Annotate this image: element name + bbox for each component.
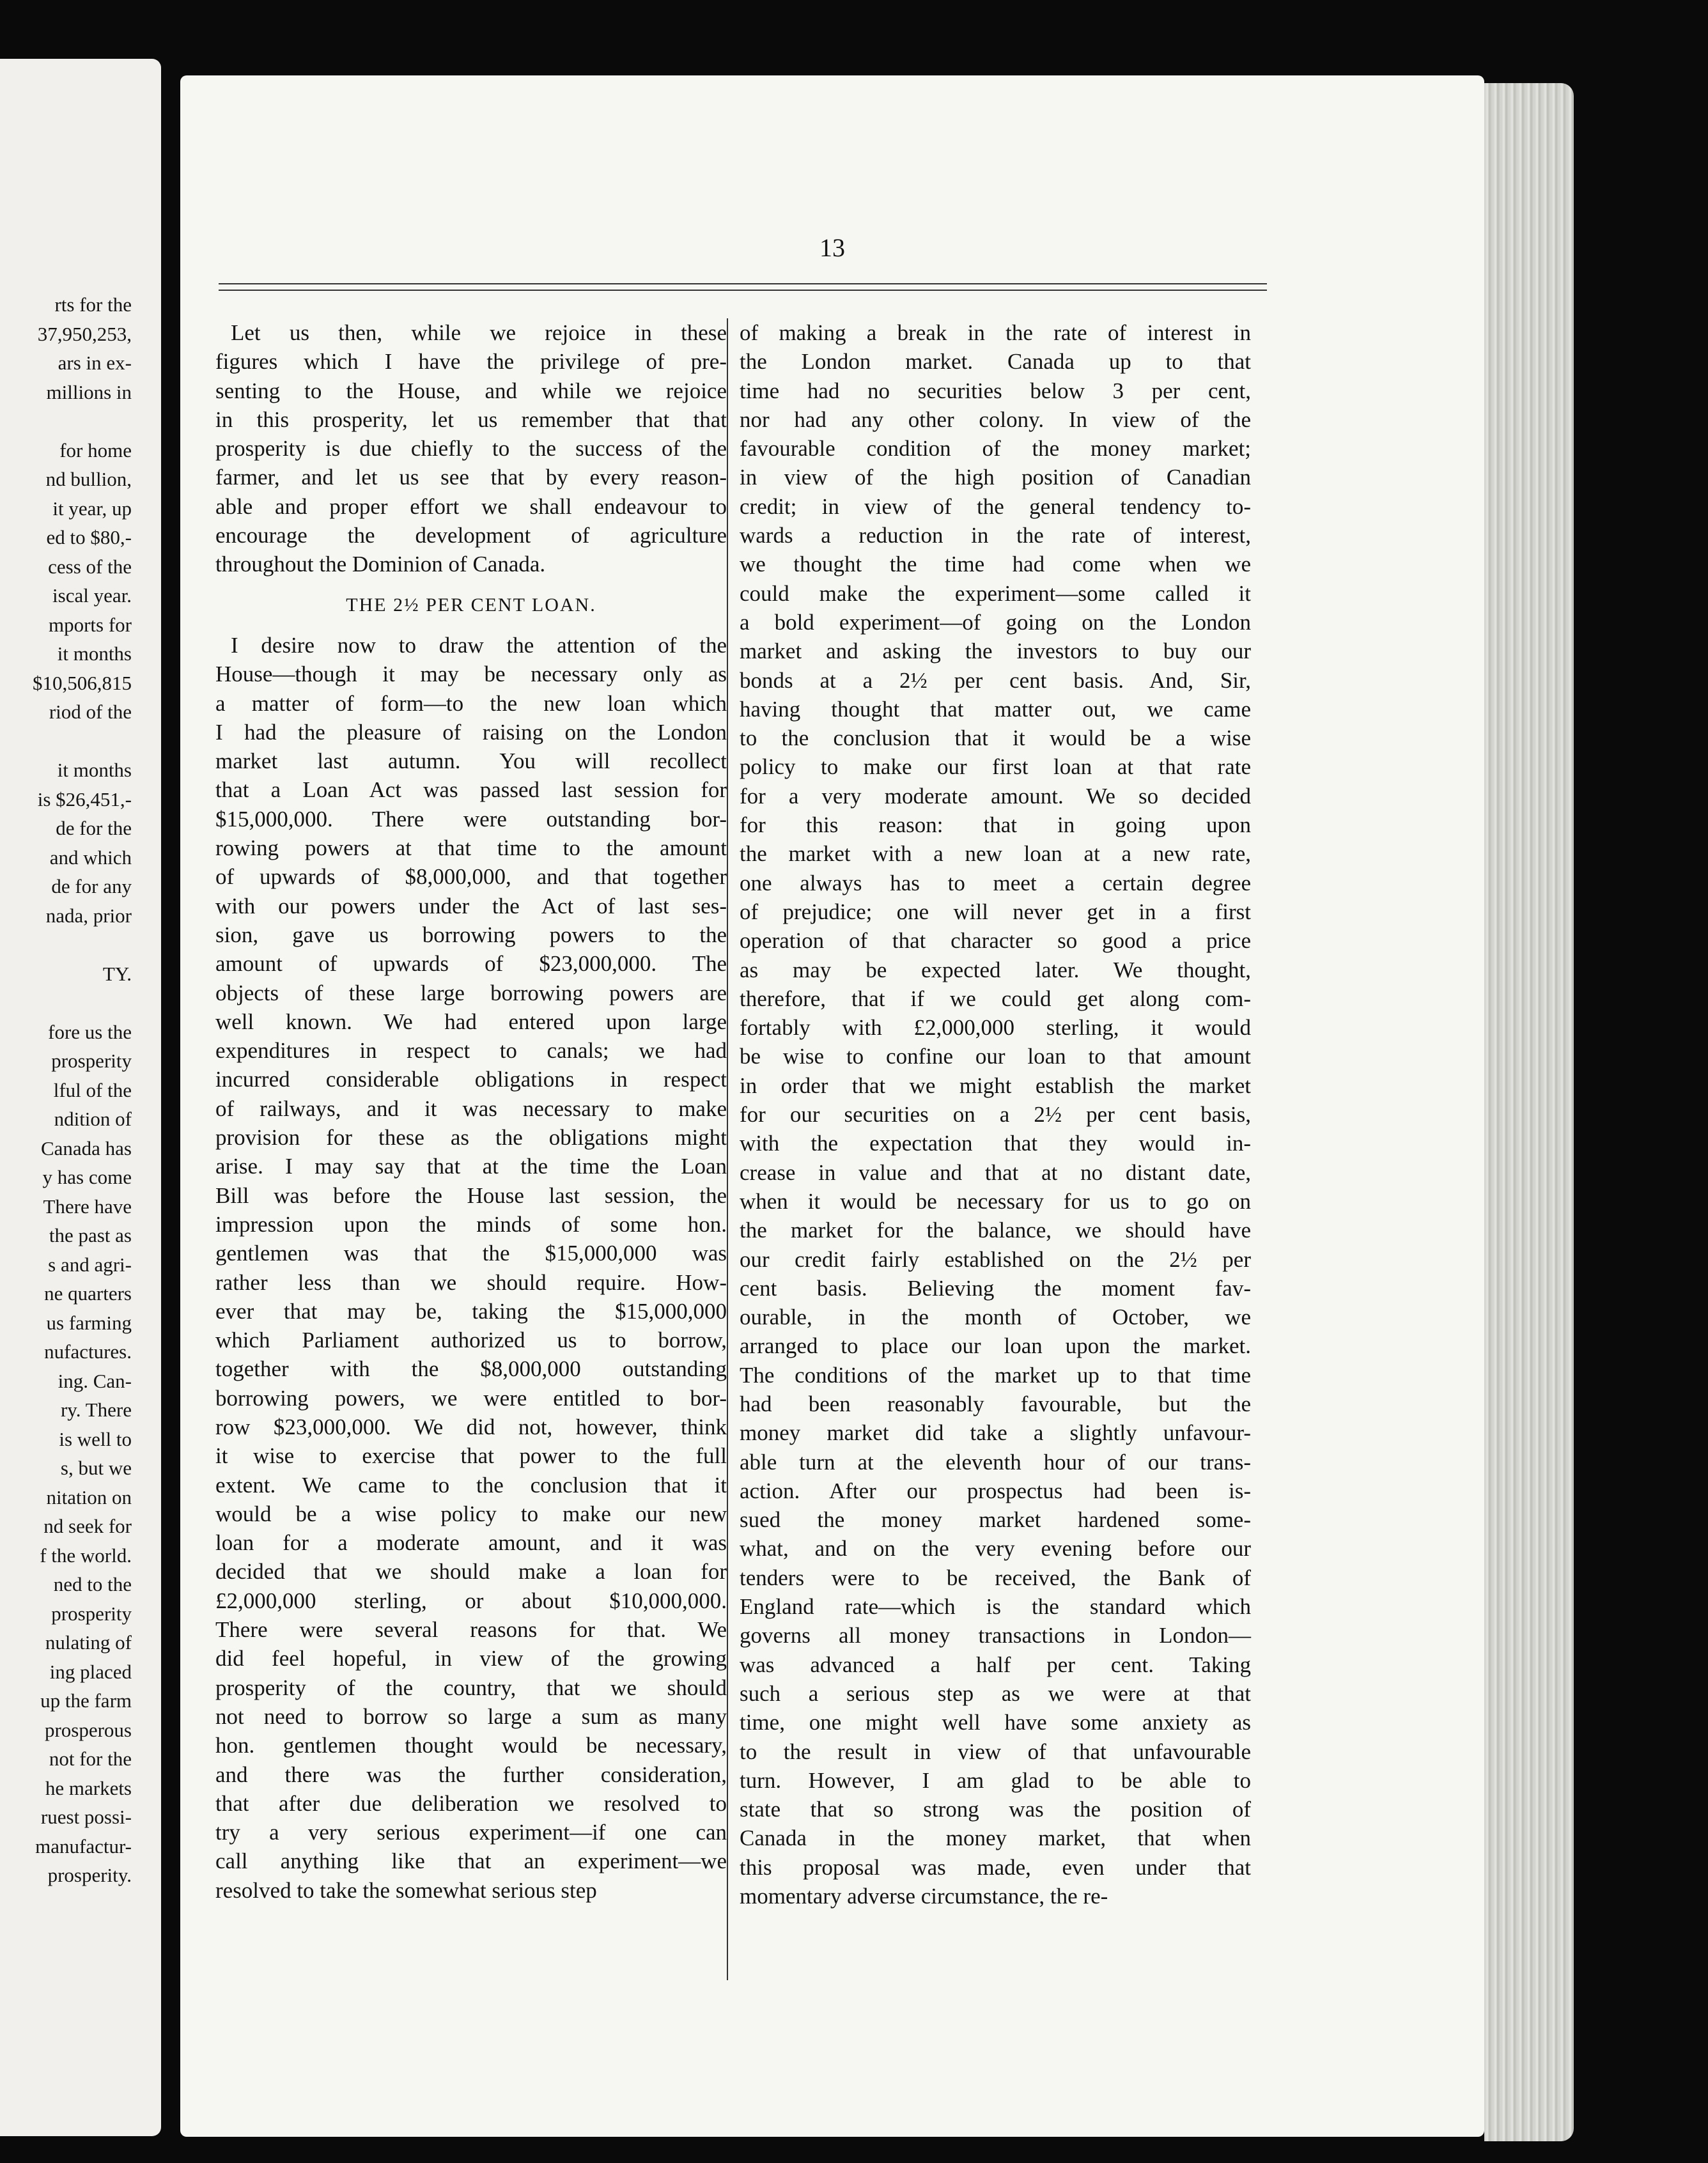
text-line: state that so strong was the position of [740,1797,1251,1822]
book-page-edges [1484,83,1574,2141]
text-line: for a very moderate amount. We so decided [740,783,1251,809]
left-page-line: fore us the [48,1020,132,1043]
text-line: the market with a new loan at a new rate, [740,841,1251,867]
text-line: in view of the high position of Canadian [740,465,1251,490]
text-line: tenders were to be received, the Bank of [740,1565,1251,1590]
left-page-line: ry. There [60,1399,132,1421]
left-page-line: not for the [49,1748,132,1770]
text-line: with the expectation that they would in- [740,1131,1251,1156]
left-page-line: prosperity [51,1602,132,1625]
left-page-line: is well to [59,1427,132,1450]
left-page-line: s, but we [60,1457,132,1479]
text-line: rowing powers at that time to the amount [215,835,727,861]
text-line: money market did take a slightly unfavour- [740,1420,1251,1446]
text-line: therefore, that if we could get along com- [740,986,1251,1011]
text-line: the London market. Canada up to that [740,349,1251,375]
text-line: did feel hopeful, in view of the growing [215,1646,727,1671]
text-line: objects of these large borrowing powers are [215,980,727,1005]
left-page-line: ne quarters [44,1282,132,1305]
text-line: of upwards of $8,000,000, and that together [215,864,727,890]
left-page-line: 37,950,253, [37,322,132,345]
text-line: incurred considerable obligations in respect [215,1067,727,1092]
left-page-line: nd bullion, [45,468,132,490]
text-line: this proposal was made, even under that [740,1854,1251,1880]
text-line: extent. We came to the conclusion that it [215,1472,727,1498]
text-line: one always has to meet a certain degree [740,870,1251,895]
text-line: our credit fairly established on the 2½ per [740,1246,1251,1272]
left-page-line: ed to $80,- [46,526,132,548]
text-line: operation of that character so good a price [740,928,1251,954]
text-line: Bill was before the House last session, the [215,1182,727,1208]
left-page-line: There have [43,1195,132,1218]
text-line: Let us then, while we rejoice in these [231,320,727,345]
left-page-line: nada, prior [45,904,132,927]
left-page-line: for home [59,438,132,461]
left-page-line: rts for the [54,293,132,316]
text-line: ourable, in the month of October, we [740,1305,1251,1330]
left-page-line: ned to the [53,1573,132,1595]
text-line: would be a wise policy to make our new [215,1501,727,1526]
text-line: the market for the balance, we should have [740,1218,1251,1243]
text-line: resolved to take the somewhat serious step [215,1877,597,1903]
text-line: that a Loan Act was passed last session for [215,777,727,803]
text-line: There were several reasons for that. We [215,1617,727,1643]
text-line: impression upon the minds of some hon. [215,1211,727,1237]
left-page-line: ndition of [54,1108,132,1130]
header-rule-top [219,283,1267,284]
left-page-line: lful of the [53,1078,132,1101]
text-line: expenditures in respect to canals; we had [215,1038,727,1064]
text-line: having thought that matter out, we came [740,696,1251,722]
text-line: governs all money transactions in London— [740,1623,1251,1648]
text-line: we thought the time had come when we [740,552,1251,577]
text-line: loan for a moderate amount, and it was [215,1530,727,1556]
text-line: borrowing powers, we were entitled to bor- [215,1385,727,1411]
left-page-line: the past as [49,1224,132,1246]
left-page-line: us farming [46,1311,132,1334]
left-page-line: he markets [45,1776,132,1799]
text-line: sued the money market hardened some- [740,1507,1251,1533]
text-line: that after due deliberation we resolved to [215,1790,727,1816]
text-line: provision for these as the obligations might [215,1125,727,1151]
main-page [180,75,1484,2137]
text-line: when it would be necessary for us to go on [740,1188,1251,1214]
text-line: of railways, and it was necessary to make [215,1096,727,1121]
text-line: as may be expected later. We thought, [740,957,1251,982]
left-page-line: TY. [102,962,132,985]
text-line: ever that may be, taking the $15,000,000 [215,1298,727,1324]
text-line: policy to make our first loan at that rate [740,754,1251,780]
text-line: sion, gave us borrowing powers to the [215,922,727,947]
text-line: it wise to exercise that power to the full [215,1443,727,1469]
text-line: be wise to confine our loan to that amount [740,1044,1251,1069]
text-line: crease in value and that at no distant date, [740,1159,1251,1185]
text-line: market last autumn. You will recollect [215,748,727,774]
text-line: row $23,000,000. We did not, however, think [215,1414,727,1439]
left-page-fragment [0,59,161,2136]
left-page-line: f the world. [40,1544,132,1567]
text-line: gentlemen was that the $15,000,000 was [215,1241,727,1266]
text-line: England rate—which is the standard which [740,1594,1251,1620]
text-line: a bold experiment—of going on the London [740,609,1251,635]
text-line: credit; in view of the general tendency to- [740,493,1251,519]
text-line: market and asking the investors to buy our [740,639,1251,664]
text-line: call anything like that an experiment—we [215,1849,727,1874]
text-line: momentary adverse circumstance, the re- [740,1884,1108,1909]
left-page-line: is $26,451,- [37,787,132,810]
left-page-line: ing placed [49,1660,132,1683]
text-line: to the conclusion that it would be a wise [740,725,1251,751]
text-line: in this prosperity, let us remember that that [215,407,727,432]
text-line: and there was the further consideration, [215,1762,727,1787]
text-line: not need to borrow so large a sum as many [215,1703,727,1729]
left-page-line: s and agri- [48,1253,132,1276]
left-column [215,318,727,1905]
text-line: encourage the development of agriculture [215,523,727,548]
text-line: able and proper effort we shall endeavour to [215,493,727,519]
left-page-line: and which [49,846,132,869]
text-line: a matter of form—to the new loan which [215,690,727,716]
text-line: nor had any other colony. In view of the [740,407,1251,432]
left-page-line: it months [57,642,132,665]
left-page-line [4,407,132,436]
text-line: was advanced a half per cent. Taking [740,1652,1251,1677]
text-line: time, one might well have some anxiety as [740,1710,1251,1735]
left-page-line: prosperity [51,1050,132,1072]
text-line: arranged to place our loan upon the market. [740,1333,1251,1359]
header-rule-bottom [219,290,1267,291]
text-line: of making a break in the rate of interest in [740,320,1251,345]
left-page-line: cess of the [48,555,132,578]
text-line: decided that we should make a loan for [215,1559,727,1585]
text-line: for this reason: that in going upon [740,812,1251,838]
text-line: figures which I have the privilege of pre- [215,349,727,375]
text-line: action. After our prospectus had been is- [740,1478,1251,1503]
text-line: for our securities on a 2½ per cent basis, [740,1102,1251,1128]
text-line: fortably with £2,000,000 sterling, it would [740,1015,1251,1041]
left-page-line: nitation on [46,1485,132,1508]
text-line: House—though it may be necessary only as [215,662,727,687]
left-page-line: riod of the [49,701,132,723]
left-page-line: prosperous [44,1718,132,1741]
text-line: bonds at a 2½ per cent basis. And, Sir, [740,667,1251,693]
text-line: favourable condition of the money market; [740,436,1251,461]
text-line: $15,000,000. There were outstanding bor- [215,806,727,832]
left-page-line: it year, up [52,497,132,520]
left-page-line: $10,506,815 [33,671,132,694]
text-line: which Parliament authorized us to borrow, [215,1328,727,1353]
left-page-line [4,988,132,1018]
text-line: The conditions of the market up to that time [740,1362,1251,1388]
text-line: could make the experiment—some called it [740,580,1251,606]
text-line: able turn at the eleventh hour of our trans- [740,1449,1251,1475]
left-page-line: mports for [48,613,132,636]
text-line: time had no securities below 3 per cent, [740,378,1251,403]
left-page-line: ing. Can- [58,1369,132,1392]
left-page-line: up the farm [40,1689,132,1712]
text-line: try a very serious experiment—if one can [215,1820,727,1845]
text-line: arise. I may say that at the time the Loan [215,1154,727,1179]
text-line: I desire now to draw the attention of the [231,632,727,658]
text-line: throughout the Dominion of Canada. [215,552,546,577]
text-line: turn. However, I am glad to be able to [740,1767,1251,1793]
text-line: I had the pleasure of raising on the London [215,719,727,745]
left-page-line: prosperity. [47,1864,132,1886]
text-line: cent basis. Believing the moment fav- [740,1275,1251,1301]
left-page-line: y has come [42,1166,132,1188]
text-line: £2,000,000 sterling, or about $10,000,000. [215,1588,727,1613]
text-line: had been reasonably favourable, but the [740,1391,1251,1416]
left-page-line: nd seek for [43,1515,132,1537]
text-line: prosperity is due chiefly to the success of the [215,436,727,461]
text-line: Canada in the money market, that when [740,1826,1251,1851]
text-line: hon. gentlemen thought would be necessary, [215,1733,727,1758]
text-line: with our powers under the Act of last ses- [215,893,727,919]
text-line: together with the $8,000,000 outstanding [215,1356,727,1382]
text-line: rather less than we should require. How- [215,1269,727,1295]
left-page-line [4,727,132,756]
text-line: wards a reduction in the rate of interest, [740,523,1251,548]
column-divider [727,318,728,1980]
text-line: such a serious step as we were at that [740,1680,1251,1706]
text-line: what, and on the very evening before our [740,1536,1251,1562]
left-page-line [4,930,132,959]
left-page-line: ruest possi- [40,1806,132,1828]
left-page-line: manufactur- [35,1834,132,1857]
text-line: farmer, and let us see that by every reason- [215,465,727,490]
left-page-line: ars in ex- [58,352,132,374]
section-heading: THE 2½ PER CENT LOAN. [346,594,596,616]
left-page-line: millions in [46,380,132,403]
left-page-text [4,290,132,1890]
left-page-line: de for any [51,875,132,897]
left-page-line: nulating of [45,1631,132,1654]
left-page-line: Canada has [40,1136,132,1159]
page-number: 13 [819,233,845,262]
left-page-line: iscal year. [52,584,132,607]
left-page-line: it months [57,759,132,781]
text-line: amount of upwards of $23,000,000. The [215,951,727,977]
text-line: well known. We had entered upon large [215,1009,727,1034]
text-line: of prejudice; one will never get in a first [740,899,1251,924]
right-column [740,318,1251,1911]
text-line: in order that we might establish the market [740,1073,1251,1098]
left-page-line: nufactures. [44,1340,132,1363]
text-line: prosperity of the country, that we should [215,1675,727,1700]
text-line: to the result in view of that unfavourable [740,1739,1251,1764]
text-line: senting to the House, and while we rejoice [215,378,727,403]
left-page-line: de for the [56,817,132,839]
